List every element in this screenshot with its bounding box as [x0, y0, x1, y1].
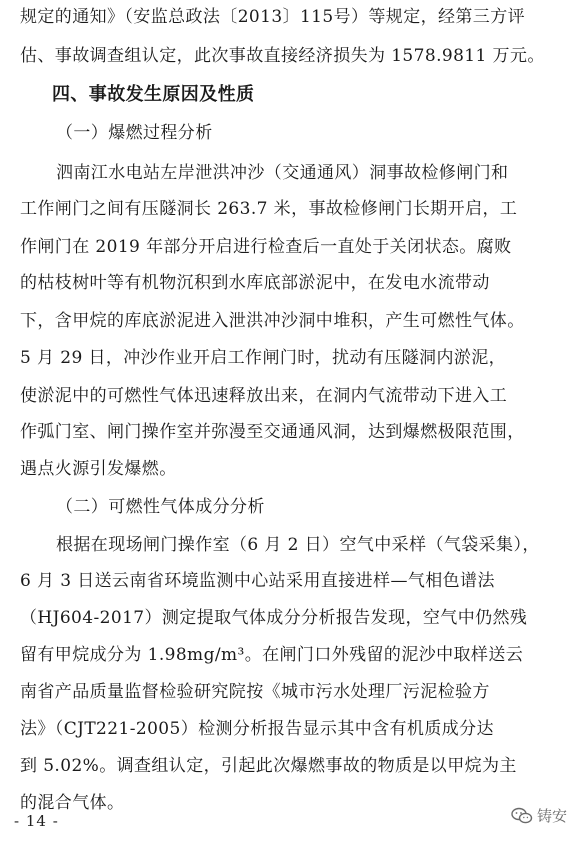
- paragraph-line: 法》（CJT221-2005）检测分析报告显示其中含有机质成分达: [20, 719, 494, 739]
- watermark: [511, 805, 567, 826]
- paragraph-line: 根据在现场闸门操作室（6 月 2 日）空气中采样（气袋采集），: [56, 535, 540, 555]
- wechat-icon: [511, 807, 533, 825]
- watermark-text: 铸安: [536, 807, 567, 825]
- paragraph-line: 遇点火源引发爆燃。: [20, 459, 177, 479]
- page-number: - 14 -: [14, 812, 59, 830]
- paragraph-line: 6 月 3 日送云南省环境监测中心站采用直接进样—气相色谱法: [20, 571, 495, 591]
- paragraph-line: 南省产品质量监督检验研究院按《城市污水处理厂污泥检验方: [20, 682, 490, 702]
- paragraph-line: 作弧门室、闸门操作室并弥漫至交通通风洞，达到爆燃极限范围，: [20, 422, 525, 442]
- paragraph-line: 规定的通知》（安监总政法〔2013〕115号）等规定，经第三方评: [20, 7, 526, 27]
- paragraph-line: 估、事故调查组认定，此次事故直接经济损失为 1578.9811 万元。: [20, 46, 545, 66]
- paragraph-line: 的枯枝树叶等有机物沉积到水库底部淤泥中，在发电水流带动: [20, 273, 490, 293]
- paragraph-line: 使淤泥中的可燃性气体迅速释放出来，在洞内气流带动下进入工: [20, 386, 508, 406]
- paragraph-line: （HJ604-2017）测定提取气体成分分析报告发现，空气中仍然残: [20, 608, 528, 628]
- paragraph-line: 的混合气体。: [20, 793, 125, 813]
- paragraph-line: 下，含甲烷的库底淤泥进入泄洪冲沙洞中堆积，产生可燃性气体。: [20, 311, 525, 331]
- subsection-heading: （一）爆燃过程分析: [56, 123, 213, 143]
- section-heading: 四、事故发生原因及性质: [52, 84, 255, 105]
- paragraph-line: 泗南江水电站左岸泄洪冲沙（交通通风）洞事故检修闸门和: [56, 163, 509, 183]
- paragraph-line: 工作闸门之间有压隧洞长 263.7 米，事故检修闸门长期开启，工: [20, 199, 518, 219]
- paragraph-line: 留有甲烷成分为 1.98mg/m³。在闸门口外残留的泥沙中取样送云: [20, 645, 524, 665]
- subsection-heading: （二）可燃性气体成分分析: [56, 497, 265, 517]
- paragraph-line: 作闸门在 2019 年部分开启进行检查后一直处于关闭状态。腐败: [20, 237, 512, 257]
- paragraph-line: 5 月 29 日，冲沙作业开启工作闸门时，扰动有压隧洞内淤泥，: [20, 348, 507, 368]
- paragraph-line: 到 5.02%。调查组认定，引起此次爆燃事故的物质是以甲烷为主: [20, 756, 517, 776]
